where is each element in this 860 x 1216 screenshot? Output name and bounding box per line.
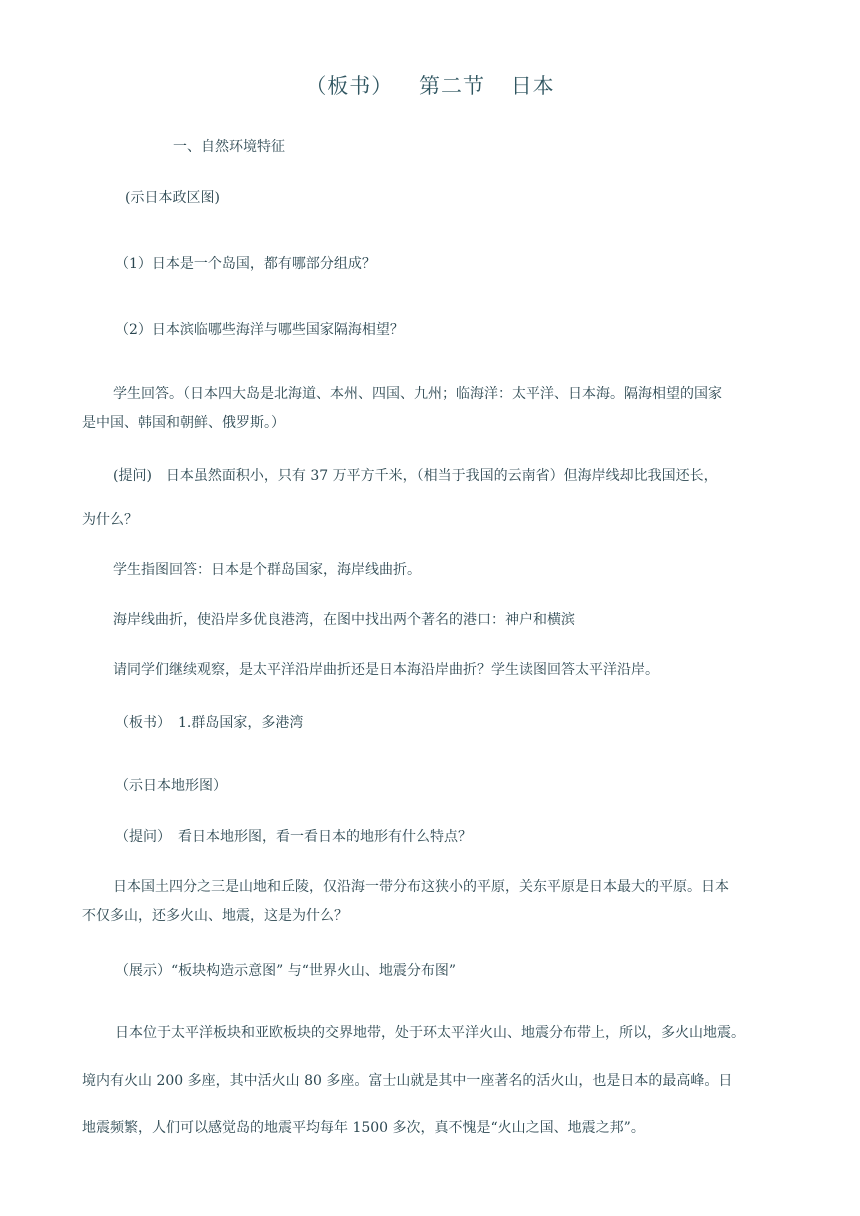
display-maps-note: （展示）“板块构造示意图” 与“世界火山、地震分布图” (115, 963, 457, 979)
student-answer-line-1: 学生回答。（日本四大岛是北海道、本州、四国、九州；临海洋：太平洋、日本海。隔海相望的国家 (113, 386, 722, 402)
volcano-paragraph-line-3: 地震频繁，人们可以感觉岛的地震平均每年 1500 多次，真不愧是“火山之国、地震之邦”。 (82, 1120, 645, 1136)
question-2: （2）日本滨临哪些海洋与哪些国家隔海相望？ (115, 322, 404, 338)
terrain-paragraph-line-2: 不仅多山，还多火山、地震，这是为什么？ (82, 908, 348, 924)
question-coastline-line-1: (提问) 日本虽然面积小，只有 37 万平方千米，（相当于我国的云南省）但海岸线却比我国还长， (113, 468, 718, 484)
title-board-note: （板书） (305, 74, 394, 98)
terrain-paragraph-line-1: 日本国土四分之三是山地和丘陵，仅沿海一带分布这狭小的平原，关东平原是日本最大的平原。日本 (113, 879, 729, 895)
question-coastline-line-2: 为什么？ (82, 512, 138, 528)
volcano-paragraph-line-1: 日本位于太平洋板块和亚欧板块的交界地带，处于环太平洋火山、地震分布带上，所以，多火山地震。 (115, 1025, 745, 1041)
coast-observation-paragraph: 请同学们继续观察，是太平洋沿岸曲折还是日本海沿岸曲折？学生读图回答太平洋沿岸。 (113, 662, 659, 678)
board-note-1: （板书） 1.群岛国家，多港湾 (115, 715, 304, 731)
title-section: 第二节 (419, 74, 485, 98)
student-answer-line-2: 是中国、韩国和朝鲜、俄罗斯。） (82, 415, 285, 431)
page-title (0, 70, 860, 100)
section-heading: 一、自然环境特征 (173, 139, 285, 155)
title-country: 日本 (510, 74, 555, 98)
harbor-paragraph: 海岸线曲折，使沿岸多优良港湾，在图中找出两个著名的港口：神户和横滨 (113, 612, 575, 628)
terrain-map-note: （示日本地形图） (115, 778, 227, 794)
question-terrain: （提问） 看日本地形图，看一看日本的地形有什么特点？ (115, 829, 472, 845)
question-1: （1）日本是一个岛国，都有哪部分组成？ (115, 256, 376, 272)
volcano-paragraph-line-2: 境内有火山 200 多座，其中活火山 80 多座。富士山就是其中一座著名的活火山，也是日本的最高峰。日 (82, 1073, 733, 1089)
paragraph-map-note: (示日本政区图) (125, 190, 220, 206)
student-map-answer: 学生指图回答：日本是个群岛国家，海岸线曲折。 (113, 562, 421, 578)
